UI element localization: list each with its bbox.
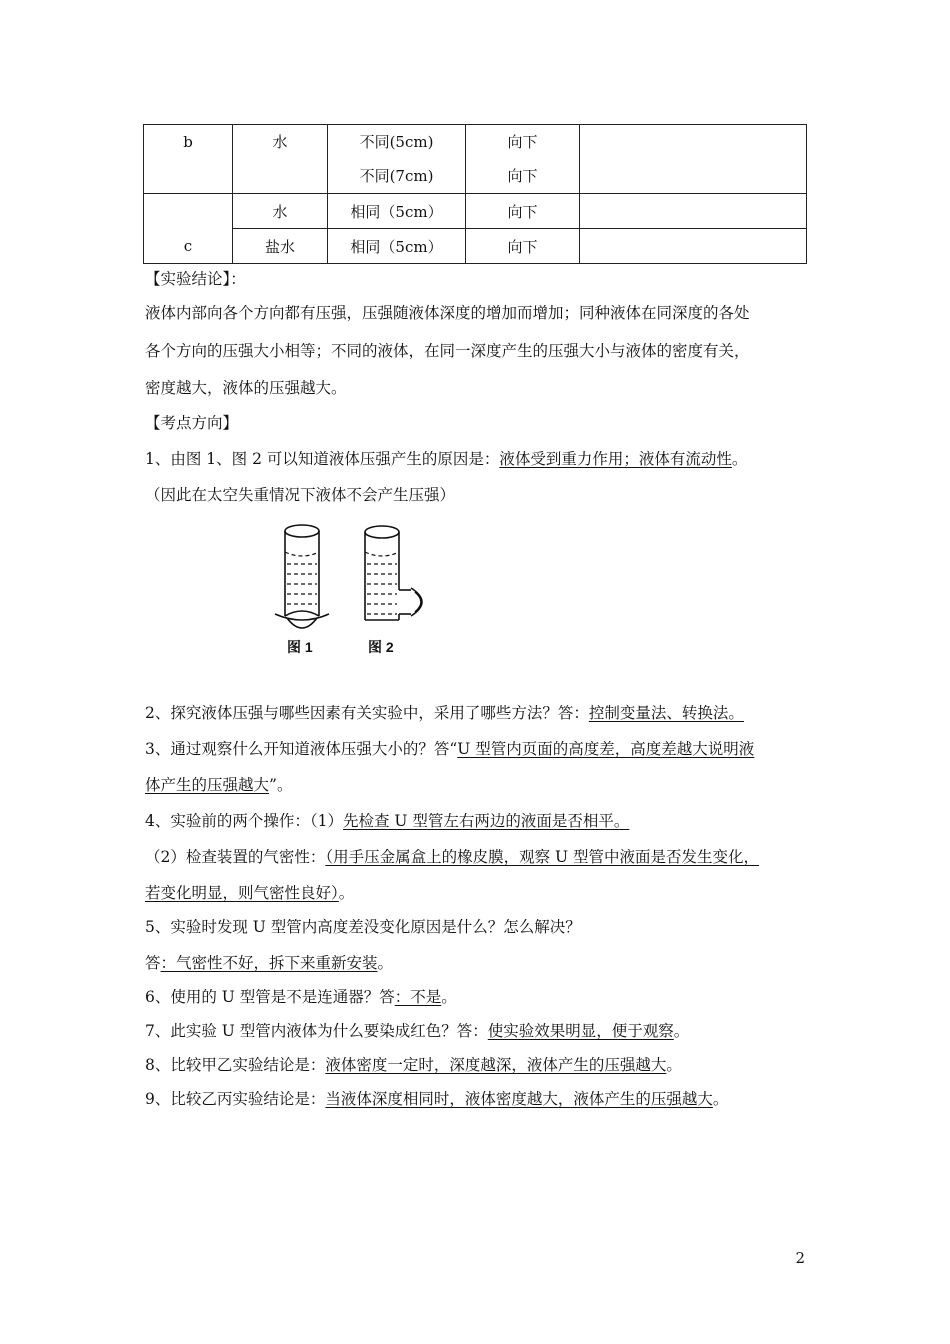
answer-5: ：气密性不好，拆下来重新安装 <box>160 954 378 972</box>
answer-7: 使实验效果明显，便于观察 <box>487 1022 674 1040</box>
depth-cell: 相同（5cm） <box>328 229 466 264</box>
conclusion-line-1: 液体内部向各个方向都有压强，压强随液体深度的增加而增加；同种液体在同深度的各处 <box>145 304 750 322</box>
answer-5-line: 答：气密性不好，拆下来重新安装。 <box>145 954 394 972</box>
direction-cell: 向下 <box>466 194 580 229</box>
liquid-cell: 盐水 <box>233 229 328 264</box>
question-4-sub-cont: 若变化明显，则气密性良好）。 <box>145 884 355 902</box>
figure-1-caption: 图 1 <box>287 639 313 655</box>
answer-1: 液体受到重力作用；液体有流动性 <box>499 450 732 468</box>
conclusion-line-3: 密度越大，液体的压强越大。 <box>145 379 347 397</box>
figure-2-caption: 图 2 <box>368 639 394 655</box>
liquid-cell: 水 <box>233 194 328 229</box>
conclusion-line-2: 各个方向的压强大小相等；不同的液体，在同一深度产生的压强大小与液体的密度有关， <box>145 342 750 360</box>
question-5: 5、实验时发现 U 型管内高度差没变化原因是什么？怎么解决？ <box>145 918 581 936</box>
answer-4-2: （用手压金属盒上的橡皮膜，观察 U 型管中液面是否发生变化， <box>325 848 760 866</box>
liquid-cell: 水 <box>233 125 328 194</box>
question-2: 2、探究液体压强与哪些因素有关实验中，采用了哪些方法？答：控制变量法、转换法。 <box>145 704 744 722</box>
page-number: 2 <box>795 1249 805 1267</box>
depth-cell: 不同(5cm) 不同(7cm) <box>328 125 466 194</box>
group-b-cell: b <box>144 125 233 194</box>
question-7: 7、此实验 U 型管内液体为什么要染成红色？答：使实验效果明显，便于观察。 <box>145 1022 690 1040</box>
question-4-sub: （2）检查装置的气密性：（用手压金属盒上的橡皮膜，观察 U 型管中液面是否发生变化， <box>145 848 760 866</box>
answer-9: 当液体深度相同时，液体密度越大，液体产生的压强越大 <box>325 1090 713 1108</box>
exam-heading: 【考点方向】 <box>145 414 239 432</box>
question-8: 8、比较甲乙实验结论是：液体密度一定时，深度越深，液体产生的压强越大。 <box>145 1056 682 1074</box>
question-4: 4、实验前的两个操作：（1）先检查 U 型管左右两边的液面是否相平。 <box>145 812 630 830</box>
question-1-note: （因此在太空失重情况下液体不会产生压强） <box>145 486 456 504</box>
question-3: 3、通过观察什么开知道液体压强大小的？答“U 型管内页面的高度差，高度差越大说明液 <box>145 740 755 758</box>
answer-8: 液体密度一定时，深度越深，液体产生的压强越大 <box>325 1056 667 1074</box>
figure-2-drawing <box>365 526 422 620</box>
question-1: 1、由图 1、图 2 可以知道液体压强产生的原因是：液体受到重力作用；液体有流动性。 <box>145 450 748 468</box>
answer-3: U 型管内页面的高度差，高度差越大说明液 <box>457 740 755 758</box>
question-3-cont: 体产生的压强越大”。 <box>145 776 293 794</box>
answer-6: ：不是 <box>394 988 442 1006</box>
answer-4-1: 先检查 U 型管左右两边的液面是否相平。 <box>342 812 630 830</box>
depth-cell: 相同（5cm） <box>328 194 466 229</box>
note-cell <box>580 125 807 194</box>
direction-cell: 向下 <box>466 229 580 264</box>
note-cell <box>580 229 807 264</box>
group-c-cell: c <box>144 194 233 264</box>
note-cell <box>580 194 807 229</box>
question-9: 9、比较乙丙实验结论是：当液体深度相同时，液体密度越大，液体产生的压强越大。 <box>145 1090 729 1108</box>
figure-1-2 <box>265 518 445 658</box>
figure-1-drawing <box>275 525 329 628</box>
experiment-table <box>143 124 807 264</box>
conclusion-heading: 【实验结论】： <box>145 270 246 288</box>
direction-cell: 向下 向下 <box>466 125 580 194</box>
answer-2: 控制变量法、转换法。 <box>588 704 744 722</box>
question-6: 6、使用的 U 型管是不是连通器？答：不是。 <box>145 988 457 1006</box>
